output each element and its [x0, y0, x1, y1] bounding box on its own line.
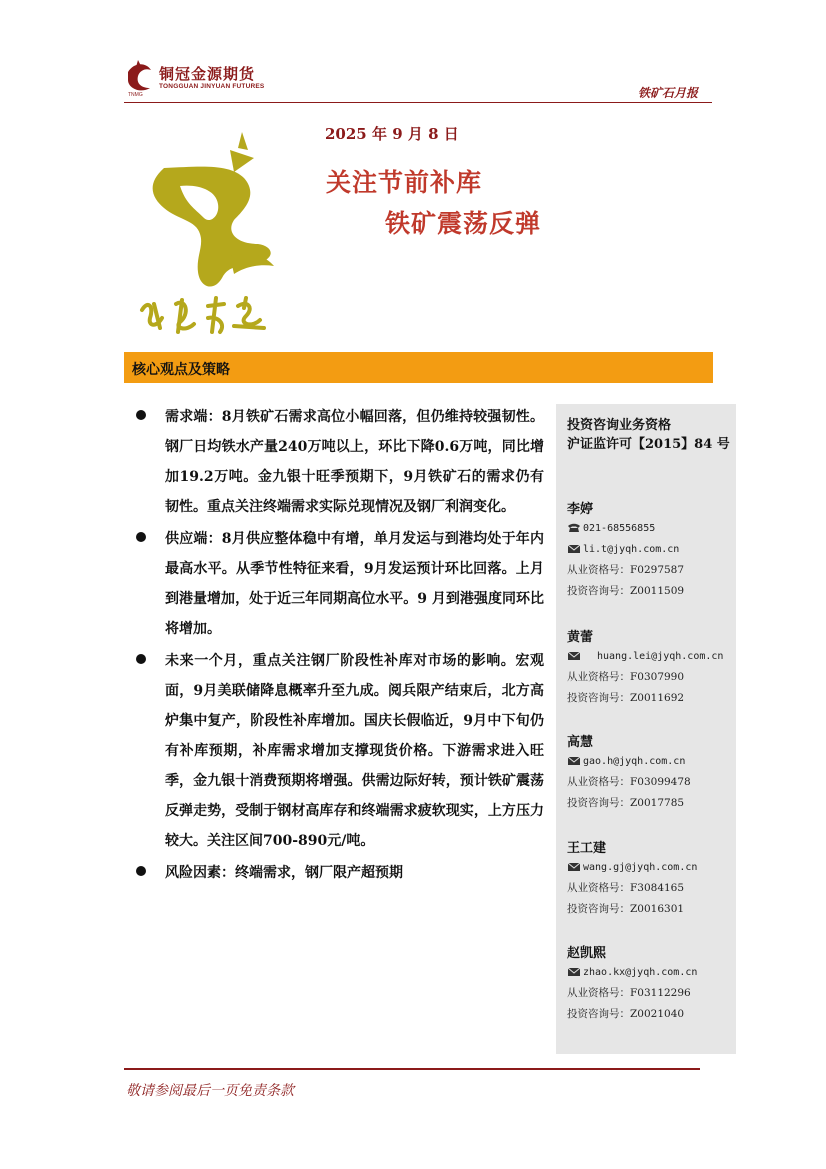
analyst-advisory-no: 投资咨询号：Z0017785 — [567, 797, 685, 809]
analyst-name: 黄蕾 — [567, 630, 594, 645]
analyst-advisory-no: 投资咨询号：Z0011509 — [567, 585, 685, 597]
analyst-name: 赵凯熙 — [567, 946, 607, 961]
analyst-card — [567, 731, 737, 814]
analyst-name: 王工建 — [567, 841, 607, 856]
analyst-name: 李婷 — [567, 502, 594, 517]
email-icon — [567, 967, 581, 977]
analyst-advisory-no: 投资咨询号：Z0021040 — [567, 1008, 685, 1020]
analyst-practice-no: 从业资格号：F03099478 — [567, 776, 691, 788]
core-views-list — [124, 402, 544, 890]
bullet-dot-icon — [136, 654, 146, 664]
header-divider — [124, 102, 712, 103]
analyst-email: gao.h@jyqh.com.cn — [567, 751, 737, 772]
analyst-card — [567, 626, 737, 709]
bullet-text: 供应端：8月供应整体稳中有增，单月发运与到港均处于年内最高水平。从季节性特征来看，9月发运预计环比回落。上月到港量增加，处于近三年同期高位水平。9 月到港强度同环比将增加。 — [165, 531, 544, 637]
bullet-dot-icon — [136, 532, 146, 542]
report-title-line1: 关注节前补库 — [326, 168, 483, 197]
report-title-line2: 铁矿震荡反弹 — [385, 209, 542, 238]
bullet-text: 未来一个月，重点关注钢厂阶段性补库对市场的影响。宏观面，9月美联储降息概率升至九成。阅兵限产结束后，北方高炉集中复产，阶段性补库增加。国庆长假临近，9月中下旬仍有补库预期，补库需求增加支撑现货价格。下游需求进入旺季，金九银十消费预期将增强。供需边际好转，预计铁矿震荡反弹走势，受制于钢材高库存和终端需求疲软现实，上方压力较大。关注区间700-890元/吨。 — [165, 653, 544, 849]
email-icon — [567, 651, 581, 661]
company-logo-icon — [124, 58, 154, 94]
list-item — [124, 646, 544, 856]
company-emblem-icon — [134, 128, 284, 340]
bullet-text: 需求端：8月铁矿石需求高位小幅回落，但仍维持较强韧性。钢厂日均铁水产量240万吨以上，环比下降0.6万吨，同比增加19.2万吨。金九银十旺季预期下，9月铁矿石的需求仍有韧性。重点关注终端需求实际兑现情况及钢厂利润变化。 — [165, 409, 544, 515]
email-icon — [567, 544, 581, 554]
qualification-license: 沪证监许可【2015】84 号 — [567, 437, 730, 452]
analyst-practice-no: 从业资格号：F0307990 — [567, 671, 685, 683]
report-date: 2025 年 9 月 8 日 — [325, 125, 459, 143]
analyst-practice-no: 从业资格号：F3084165 — [567, 882, 685, 894]
qualification-title: 投资咨询业务资格 — [567, 418, 672, 433]
section-title: 核心观点及策略 — [132, 362, 230, 378]
report-type: 铁矿石月报 — [637, 86, 698, 100]
email-icon — [567, 756, 581, 766]
analyst-card — [567, 498, 737, 602]
bullet-dot-icon — [136, 410, 146, 420]
analyst-email: zhao.kx@jyqh.com.cn — [567, 962, 737, 983]
analyst-card — [567, 942, 737, 1025]
analyst-practice-no: 从业资格号：F0297587 — [567, 564, 685, 576]
analyst-email: huang.lei@jyqh.com.cn — [567, 646, 737, 667]
bullet-dot-icon — [136, 866, 146, 876]
brand-name-cn: 铜冠金源期货 — [159, 65, 256, 83]
list-item — [124, 402, 544, 522]
footer-divider — [124, 1068, 700, 1070]
analyst-name: 高慧 — [567, 735, 594, 750]
analyst-advisory-no: 投资咨询号：Z0011692 — [567, 692, 685, 704]
bullet-text: 风险因素：终端需求，钢厂限产超预期 — [165, 865, 403, 881]
phone-icon — [567, 523, 581, 533]
analyst-practice-no: 从业资格号：F03112296 — [567, 987, 691, 999]
list-item — [124, 524, 544, 644]
analyst-phone: 021-68556855 — [567, 518, 737, 539]
footer-disclaimer: 敬请参阅最后一页免责条款 — [126, 1083, 294, 1099]
email-icon — [567, 862, 581, 872]
analyst-email: wang.gj@jyqh.com.cn — [567, 857, 737, 878]
analyst-card — [567, 837, 737, 920]
list-item — [124, 858, 544, 888]
brand-abbr: TNMG — [128, 92, 143, 98]
brand-name-en: TONGGUAN JINYUAN FUTURES — [159, 83, 265, 90]
analyst-email: li.t@jyqh.com.cn — [567, 539, 737, 560]
analyst-advisory-no: 投资咨询号：Z0016301 — [567, 903, 685, 915]
